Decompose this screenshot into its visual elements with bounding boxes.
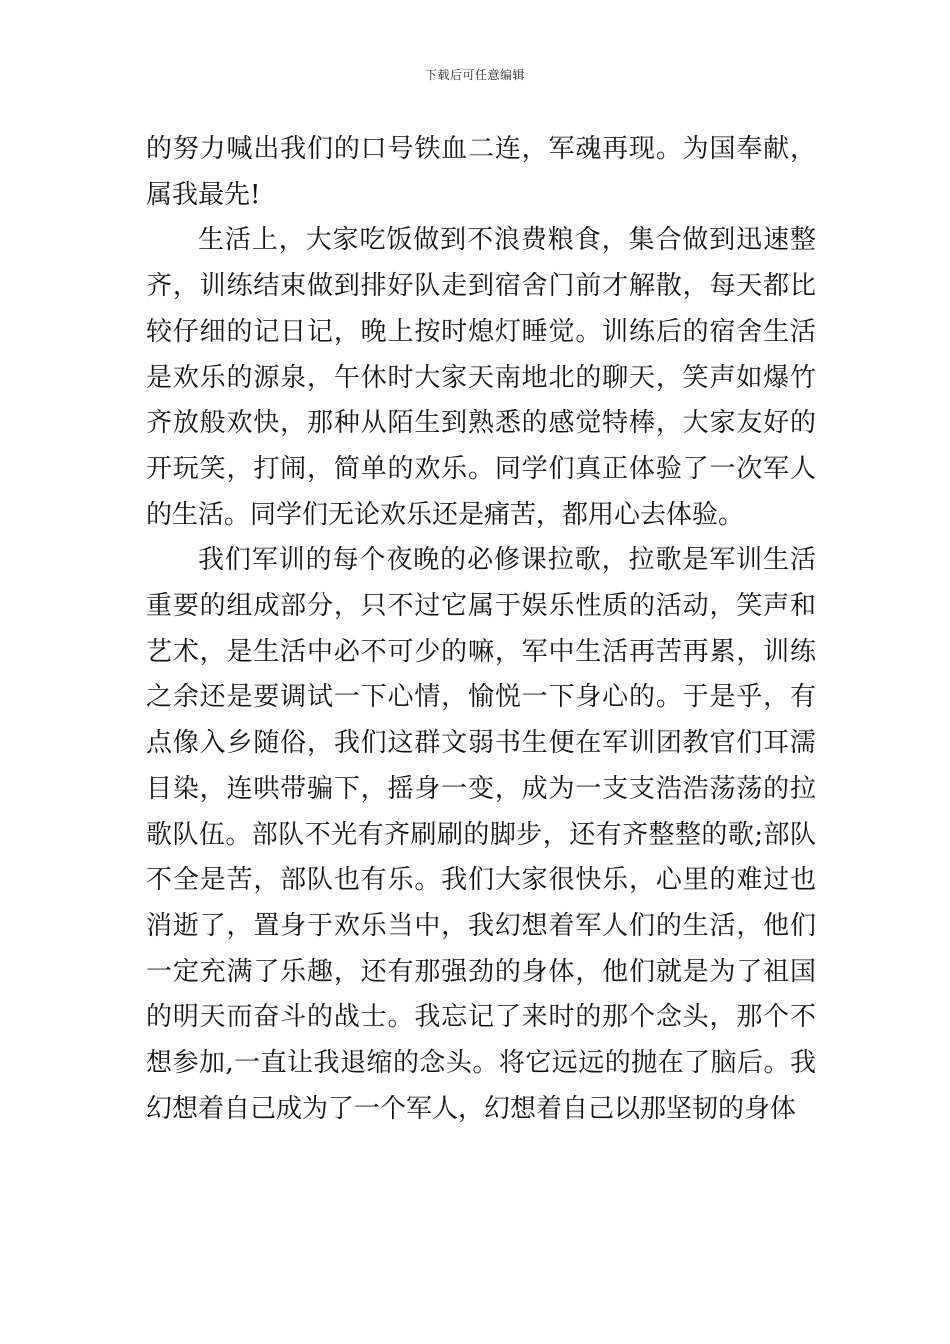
paragraph-3: 我们军训的每个夜晚的必修课拉歌，拉歌是军训生活重要的组成部分，只不过它属于娱乐性质的活动，笑声和艺术，是生活中必不可少的嘛，军中生活再苦再累，训练之余还是要调试一下心情，愉悦一下身心的。于是乎，有点像入乡随俗，我们这群文弱书生便在军训团教官们耳濡目染，连哄带骗下，摇身一变，成为一支支浩浩荡荡的拉歌队伍。部队不光有齐刷刷的脚步，还有齐整整的歌;部队不全是苦，部队也有乐。我们大家很快乐，心里的难过也消逝了，置身于欢乐当中，我幻想着军人们的生活，他们一定充满了乐趣，还有那强劲的身体，他们就是为了祖国的明天而奋斗的战士。我忘记了来时的那个念头，那个不想参加,一直让我退缩的念头。将它远远的抛在了脑后。我幻想着自己成为了一个军人，幻想着自己以那坚韧的身体 bbox=[146, 545, 816, 1124]
document-body bbox=[146, 127, 816, 1132]
page-header: 下载后可任意编辑 bbox=[424, 68, 525, 82]
paragraph-1: 的努力喊出我们的口号铁血二连，军魂再现。为国奉献，属我最先! bbox=[146, 134, 816, 210]
paragraph-2: 生活上，大家吃饭做到不浪费粮食，集合做到迅速整齐，训练结束做到排好队走到宿舍门前才解散，每天都比较仔细的记日记，晚上按时熄灯睡觉。训练后的宿舍生活是欢乐的源泉，午休时大家天南地北的聊天，笑声如爆竹齐放般欢快，那种从陌生到熟悉的感觉特棒，大家友好的开玩笑，打闹，简单的欢乐。同学们真正体验了一次军人的生活。同学们无论欢乐还是痛苦，都用心去体验。 bbox=[146, 225, 816, 530]
